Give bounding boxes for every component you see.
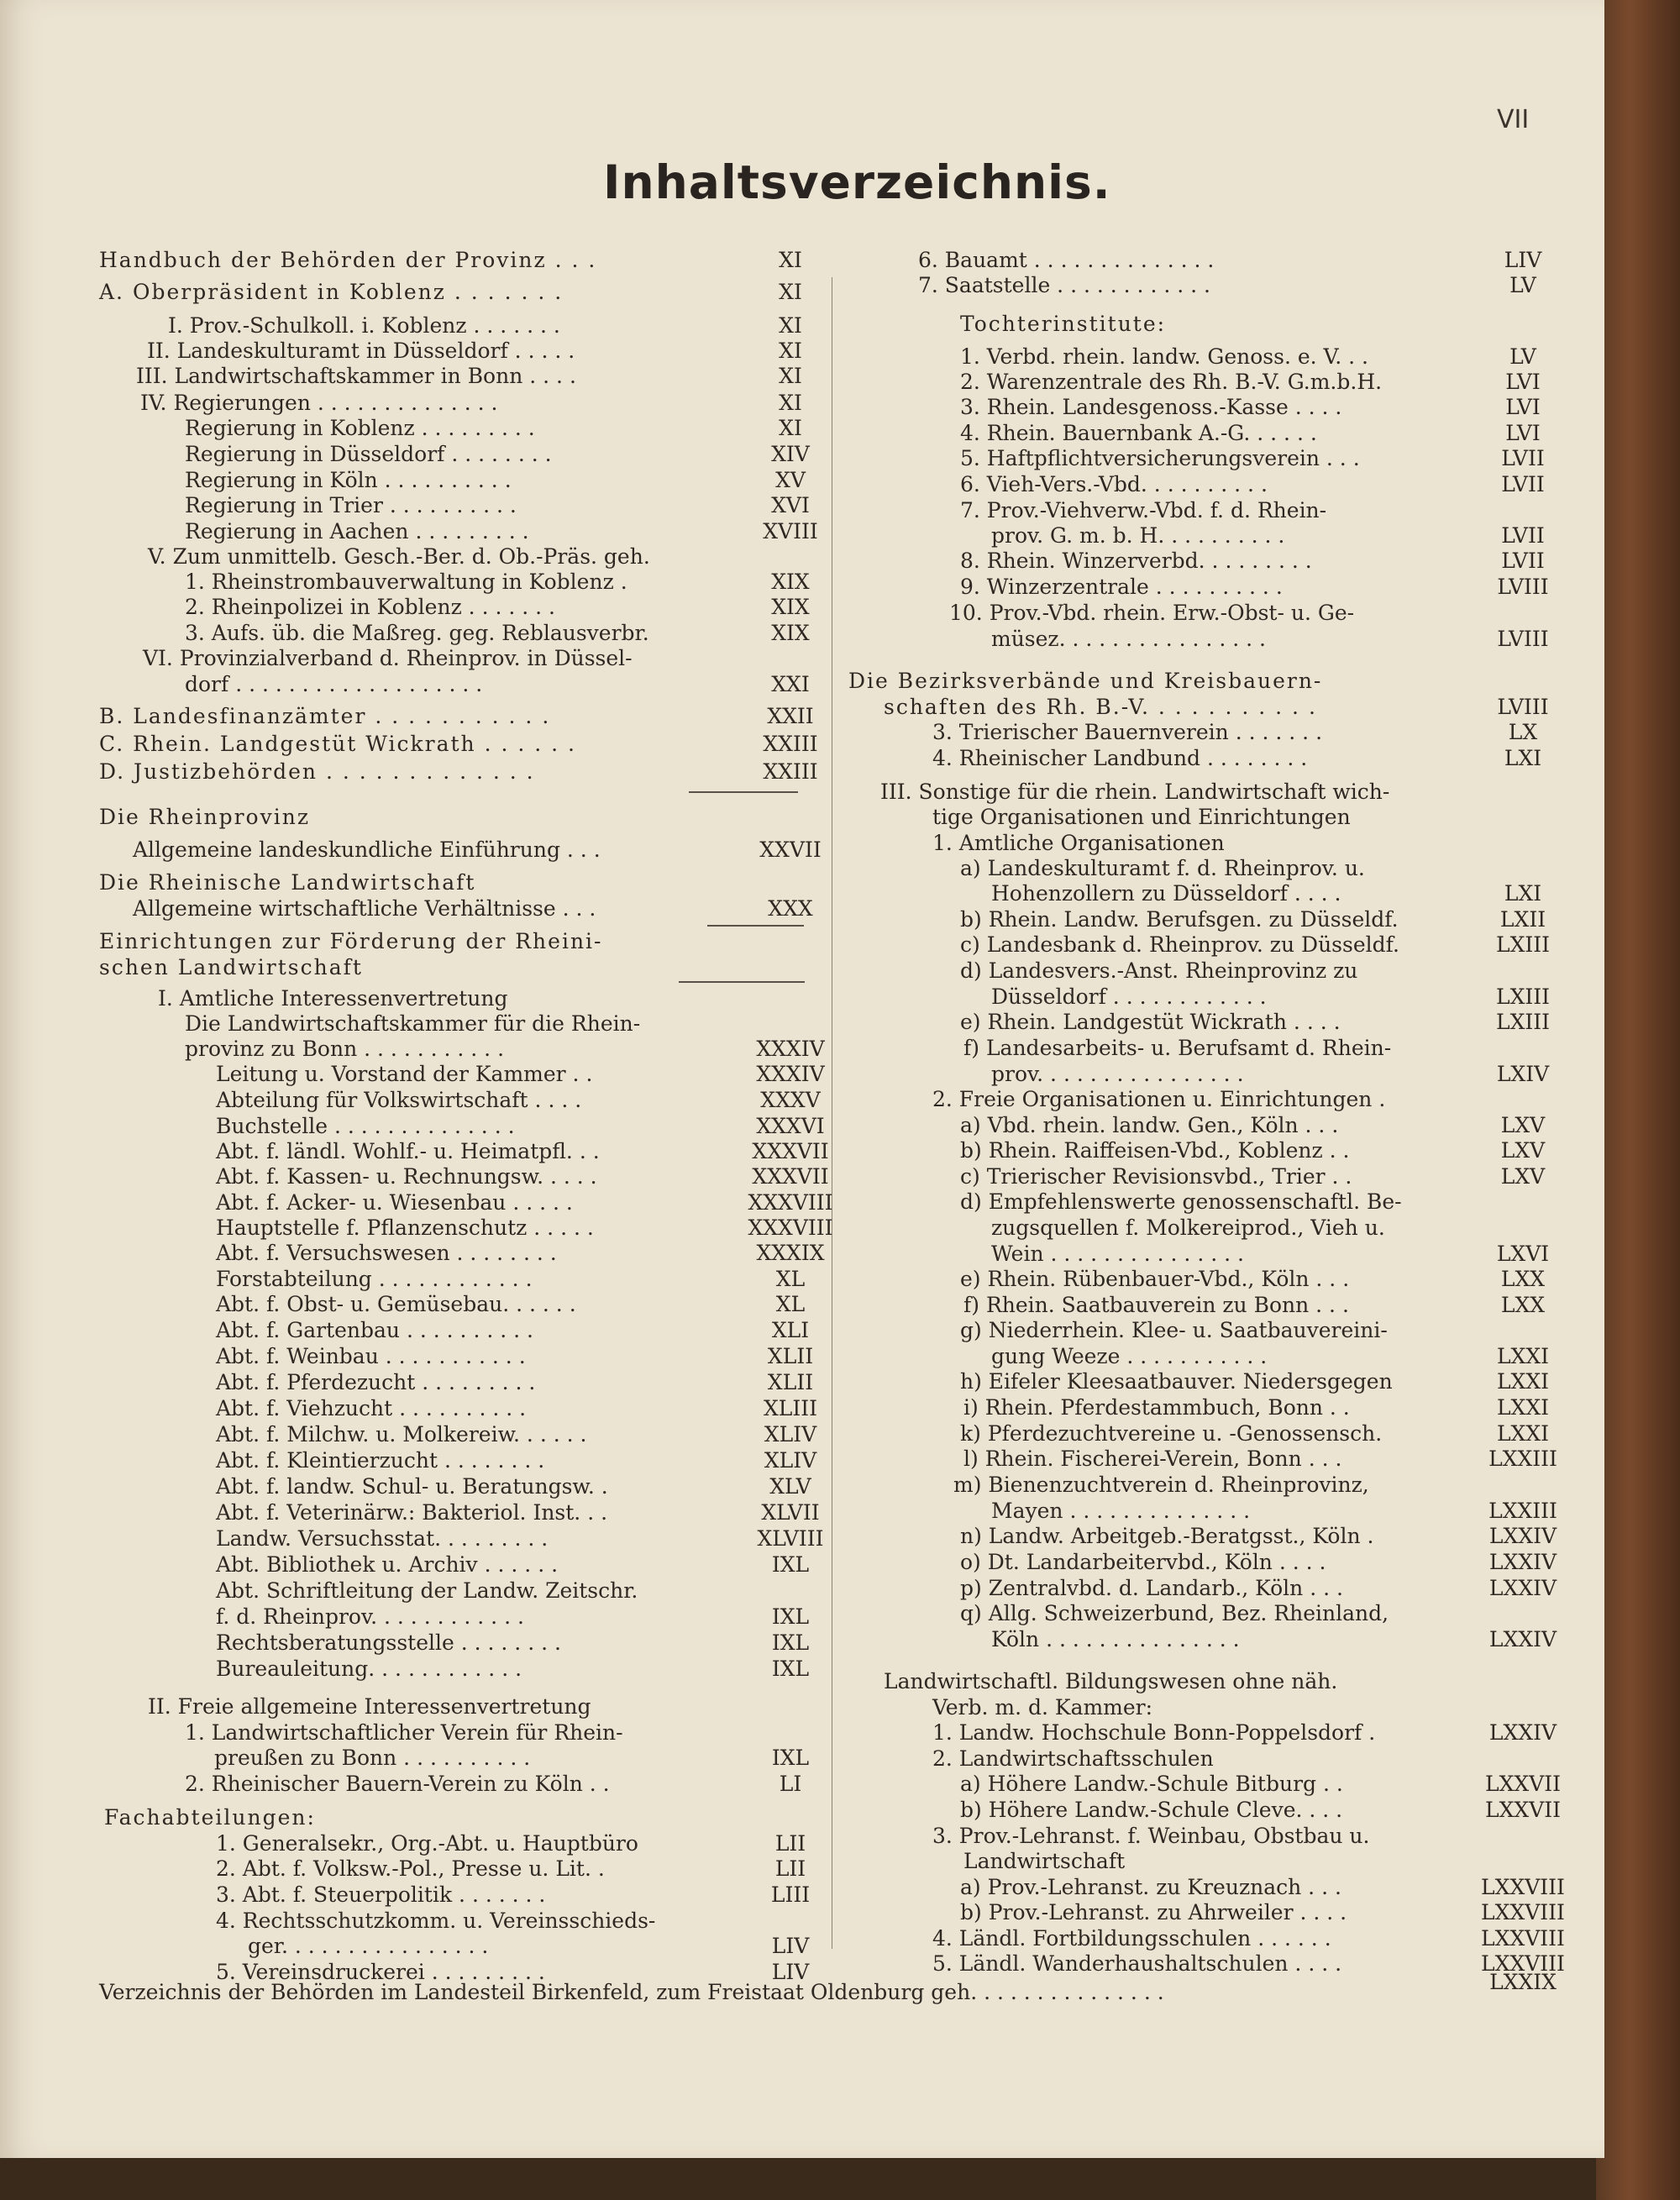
toc-page-number: LXXI — [1496, 1395, 1550, 1420]
toc-entry: Tochterinstitute: — [960, 312, 1167, 336]
toc-entry: 4. Rechtsschutzkomm. u. Vereinsschieds- — [216, 1909, 656, 1933]
toc-entry: dorf . . . . . . . . . . . . . . . . . . . — [185, 672, 483, 696]
toc-entry: Landwirtschaftl. Bildungswesen ohne näh. — [884, 1669, 1338, 1693]
toc-page-number: LXXI — [1496, 1369, 1550, 1394]
toc-entry: a) Landeskulturamt f. d. Rheinprov. u. — [960, 856, 1365, 880]
toc-footer-page: LXXIX — [1489, 1970, 1557, 1994]
toc-entry: Regierung in Trier . . . . . . . . . . — [185, 493, 517, 517]
toc-page-number: XI — [779, 339, 802, 363]
toc-page-number: XXXVII — [752, 1164, 829, 1189]
toc-page-number: LXXVII — [1484, 1772, 1561, 1796]
toc-entry: l) Rhein. Fischerei-Verein, Bonn . . . — [963, 1447, 1342, 1471]
toc-entry: 2. Rheinpolizei in Koblenz . . . . . . . — [185, 595, 555, 619]
toc-entry: Rechtsberatungsstelle . . . . . . . . — [216, 1630, 561, 1655]
toc-page-number: LIV — [1504, 248, 1542, 272]
toc-page-number: XLI — [771, 1318, 810, 1342]
section-rule — [689, 791, 798, 793]
toc-entry: Abt. f. ländl. Wohlf.- u. Heimatpfl. . . — [216, 1139, 600, 1163]
toc-entry: Abt. Schriftleitung der Landw. Zeitschr. — [216, 1578, 638, 1603]
toc-entry: Hauptstelle f. Pflanzenschutz . . . . . — [216, 1216, 594, 1240]
toc-entry: 6. Vieh-Vers.-Vbd. . . . . . . . . . — [960, 472, 1268, 496]
toc-page-number: LVIII — [1497, 627, 1549, 651]
toc-page-number: LXIV — [1496, 1062, 1550, 1086]
toc-entry: 8. Rhein. Winzerverbd. . . . . . . . . — [960, 549, 1312, 573]
toc-entry: 4. Ländl. Fortbildungsschulen . . . . . . — [932, 1926, 1331, 1951]
toc-page-number: XLII — [767, 1344, 814, 1368]
toc-entry: Abt. f. Gartenbau . . . . . . . . . . — [216, 1318, 533, 1342]
toc-entry: Regierung in Köln . . . . . . . . . . — [185, 468, 512, 492]
toc-page-number: LXXI — [1496, 1421, 1550, 1446]
toc-entry: a) Vbd. rhein. landw. Gen., Köln . . . — [960, 1113, 1339, 1137]
toc-entry: g) Niederrhein. Klee- u. Saatbauvereini- — [960, 1318, 1388, 1342]
toc-page-number: XIV — [771, 442, 810, 466]
toc-entry: Buchstelle . . . . . . . . . . . . . . — [216, 1114, 515, 1138]
toc-entry: Allgemeine landeskundliche Einführung . . . — [133, 837, 601, 862]
toc-page-number: XI — [779, 391, 802, 415]
toc-entry: schaften des Rh. B.-V. . . . . . . . . . . — [884, 695, 1317, 719]
toc-entry: Abteilung für Volkswirtschaft . . . . — [216, 1088, 582, 1112]
toc-entry: 3. Rhein. Landesgenoss.-Kasse . . . . — [960, 395, 1342, 419]
book-cover-edge — [1596, 0, 1680, 2200]
toc-entry: 1. Landw. Hochschule Bonn-Poppelsdorf . — [932, 1720, 1376, 1745]
toc-entry: h) Eifeler Kleesaatbauver. Niedersgegen — [960, 1369, 1393, 1394]
toc-entry: zugsquellen f. Molkereiprod., Vieh u. — [991, 1216, 1385, 1240]
toc-entry: e) Rhein. Landgestüt Wickrath . . . . — [960, 1010, 1341, 1034]
toc-page-number: XXIII — [763, 759, 818, 784]
toc-page-number: XIX — [771, 621, 810, 645]
toc-entry: Fachabteilungen: — [104, 1805, 316, 1830]
toc-entry: 7. Prov.-Viehverw.-Vbd. f. d. Rhein- — [960, 498, 1327, 522]
toc-entry: b) Prov.-Lehranst. zu Ahrweiler . . . . — [960, 1900, 1347, 1924]
toc-entry: Abt. f. Obst- u. Gemüsebau. . . . . . — [216, 1292, 576, 1316]
toc-page-number: LX — [1508, 720, 1538, 744]
toc-page-number: XLIV — [764, 1448, 817, 1473]
toc-entry: III. Landwirtschaftskammer in Bonn . . . . — [136, 364, 576, 388]
toc-page-number: LXXIV — [1488, 1627, 1557, 1651]
toc-page-number: LV — [1509, 344, 1536, 369]
toc-entry: Abt. f. landw. Schul- u. Beratungsw. . — [216, 1474, 608, 1499]
toc-page-number: XI — [779, 248, 802, 272]
toc-entry: d) Empfehlenswerte genossenschaftl. Be- — [960, 1189, 1402, 1214]
toc-page-number: LVI — [1505, 421, 1541, 445]
toc-page-number: XXXVI — [756, 1114, 825, 1138]
toc-entry: I. Prov.-Schulkoll. i. Koblenz . . . . . . . — [168, 313, 560, 338]
toc-entry: 9. Winzerzentrale . . . . . . . . . . — [960, 575, 1283, 599]
toc-entry: prov. . . . . . . . . . . . . . . . — [991, 1062, 1244, 1086]
toc-entry: f) Landesarbeits- u. Berufsamt d. Rhein- — [963, 1036, 1392, 1060]
toc-page-number: LVII — [1501, 549, 1545, 573]
toc-page-number: LII — [774, 1856, 806, 1881]
toc-entry: 3. Abt. f. Steuerpolitik . . . . . . . — [216, 1882, 546, 1907]
toc-entry: c) Trierischer Revisionsvbd., Trier . . — [960, 1164, 1352, 1189]
toc-entry: Köln . . . . . . . . . . . . . . . — [991, 1627, 1240, 1651]
toc-entry: i) Rhein. Pferdestammbuch, Bonn . . — [963, 1395, 1350, 1420]
toc-page-number: XXVII — [759, 837, 822, 862]
toc-page-number: LIII — [770, 1882, 811, 1907]
toc-entry: Wein . . . . . . . . . . . . . . . — [991, 1242, 1244, 1266]
toc-entry: D. Justizbehörden . . . . . . . . . . . . . — [99, 759, 535, 784]
toc-entry: 2. Landwirtschaftsschulen — [932, 1746, 1214, 1771]
toc-entry: 5. Haftpflichtversicherungsverein . . . — [960, 446, 1360, 470]
toc-page-number: XI — [779, 364, 802, 388]
toc-entry: Regierung in Düsseldorf . . . . . . . . — [185, 442, 552, 466]
toc-page-number: LIV — [771, 1960, 810, 1984]
toc-page-number: LVIII — [1497, 575, 1549, 599]
toc-entry: Abt. f. Weinbau . . . . . . . . . . . — [216, 1344, 526, 1368]
toc-entry: Bureauleitung. . . . . . . . . . . . — [216, 1657, 522, 1681]
toc-entry: Düsseldorf . . . . . . . . . . . . — [991, 984, 1267, 1009]
toc-page-number: XLVIII — [757, 1526, 824, 1551]
toc-entry: Abt. f. Milchw. u. Molkereiw. . . . . . — [216, 1422, 587, 1447]
toc-page-number: LXV — [1500, 1138, 1546, 1163]
toc-page-number: XL — [775, 1292, 806, 1316]
toc-entry: 1. Generalsekr., Org.-Abt. u. Hauptbüro — [216, 1831, 638, 1856]
toc-entry: I. Amtliche Interessenvertretung — [158, 986, 508, 1011]
toc-page-number: XXXVII — [752, 1139, 829, 1163]
toc-entry: Die Landwirtschaftskammer für die Rhein- — [185, 1011, 641, 1036]
toc-entry: Abt. f. Viehzucht . . . . . . . . . . — [216, 1396, 527, 1420]
toc-entry: Allgemeine wirtschaftliche Verhältnisse . . . — [133, 896, 596, 921]
toc-footer-entry — [99, 1980, 1164, 2005]
toc-page-number: XLIV — [764, 1422, 817, 1447]
toc-page-number: LXV — [1500, 1164, 1546, 1189]
toc-page-number: XI — [779, 313, 802, 338]
toc-page-number: IXL — [771, 1746, 810, 1770]
toc-entry: 2. Rheinischer Bauern-Verein zu Köln . . — [185, 1772, 610, 1796]
toc-entry: VI. Provinzialverband d. Rheinprov. in Düssel- — [143, 646, 633, 670]
toc-page-number: LII — [774, 1831, 806, 1856]
toc-entry: A. Oberpräsident in Koblenz . . . . . . . — [99, 280, 564, 304]
toc-page-number: LXIII — [1495, 1010, 1551, 1034]
toc-entry: Verb. m. d. Kammer: — [932, 1695, 1153, 1720]
toc-entry: IV. Regierungen . . . . . . . . . . . . . . — [140, 391, 498, 415]
toc-page-number: IXL — [771, 1604, 810, 1629]
toc-entry: provinz zu Bonn . . . . . . . . . . . — [185, 1037, 505, 1061]
toc-page-number: LXXVIII — [1481, 1951, 1565, 1976]
toc-page-number: LVII — [1501, 523, 1545, 548]
toc-entry: c) Landesbank d. Rheinprov. zu Düsseldf. — [960, 932, 1399, 957]
toc-entry: Abt. f. Versuchswesen . . . . . . . . — [216, 1241, 557, 1265]
toc-entry: II. Landeskulturamt in Düsseldorf . . . . . — [147, 339, 575, 363]
toc-entry: 1. Amtliche Organisationen — [932, 831, 1225, 855]
section-rule — [707, 925, 804, 927]
toc-entry: Leitung u. Vorstand der Kammer . . — [216, 1062, 593, 1086]
toc-entry: Abt. f. Kassen- u. Rechnungsw. . . . . — [216, 1164, 597, 1189]
page-number: VII — [1497, 105, 1530, 134]
toc-page-number: LXVI — [1496, 1242, 1550, 1266]
toc-entry: II. Freie allgemeine Interessenvertretung — [148, 1694, 591, 1719]
toc-page-number: LXXVIII — [1481, 1900, 1565, 1924]
toc-entry: prov. G. m. b. H. . . . . . . . . . — [991, 523, 1285, 548]
toc-entry: III. Sonstige für die rhein. Landwirtschaft wich- — [880, 780, 1390, 804]
toc-entry: 3. Aufs. üb. die Maßreg. geg. Reblausverbr. — [185, 621, 649, 645]
toc-page-number: LVII — [1501, 446, 1545, 470]
page-title: Inhaltsverzeichnis. — [603, 155, 1111, 209]
toc-page-number: LI — [779, 1772, 802, 1796]
toc-entry: B. Landesfinanzämter . . . . . . . . . . . — [99, 704, 551, 728]
toc-entry: tige Organisationen und Einrichtungen — [932, 805, 1351, 829]
toc-page-number: XXXV — [760, 1088, 821, 1112]
toc-page-number: LXXIV — [1488, 1720, 1557, 1745]
toc-entry: gung Weeze . . . . . . . . . . . — [991, 1344, 1268, 1368]
toc-entry: Abt. f. Pferdezucht . . . . . . . . . — [216, 1370, 536, 1394]
toc-page-number: XI — [779, 280, 802, 304]
toc-entry: V. Zum unmittelb. Gesch.-Ber. d. Ob.-Präs. geh. — [148, 544, 650, 569]
toc-entry: Handbuch der Behörden der Provinz . . . — [99, 248, 597, 272]
toc-page-number: XI — [779, 416, 802, 440]
toc-entry: Die Rheinische Landwirtschaft — [99, 870, 476, 895]
toc-page-number: IXL — [771, 1552, 810, 1577]
toc-entry: 1. Landwirtschaftlicher Verein für Rhein- — [185, 1720, 623, 1745]
toc-page-number: LVII — [1501, 472, 1545, 496]
toc-page-number: LXIII — [1495, 984, 1551, 1009]
toc-entry: f) Rhein. Saatbauverein zu Bonn . . . — [963, 1293, 1349, 1317]
toc-page-number: XXX — [768, 896, 813, 921]
toc-entry: Mayen . . . . . . . . . . . . . . — [991, 1499, 1251, 1523]
toc-page-number: LXV — [1500, 1113, 1546, 1137]
toc-page-number: XLVII — [761, 1500, 820, 1525]
toc-entry: 6. Bauamt . . . . . . . . . . . . . . — [918, 248, 1215, 272]
toc-entry: 3. Trierischer Bauernverein . . . . . . . — [932, 720, 1323, 744]
toc-entry: ger. . . . . . . . . . . . . . . . — [248, 1934, 489, 1958]
toc-entry: müsez. . . . . . . . . . . . . . . . — [991, 627, 1266, 651]
toc-page-number: LXII — [1499, 907, 1546, 932]
toc-entry: 1. Verbd. rhein. landw. Genoss. e. V. . . — [960, 344, 1368, 369]
toc-page-number: LXXIV — [1488, 1550, 1557, 1574]
toc-entry: a) Prov.-Lehranst. zu Kreuznach . . . — [960, 1875, 1341, 1899]
toc-page-number: XLII — [767, 1370, 814, 1394]
toc-entry: p) Zentralvbd. d. Landarb., Köln . . . — [960, 1576, 1343, 1600]
toc-entry: 5. Vereinsdruckerei . . . . . . . . . — [216, 1960, 545, 1984]
toc-page-number: LIV — [771, 1934, 810, 1958]
toc-page-number: XXII — [767, 704, 814, 728]
toc-page-number: XLV — [769, 1474, 811, 1499]
toc-entry: Abt. f. Veterinärw.: Bakteriol. Inst. . . — [216, 1500, 608, 1525]
toc-page-number: LVIII — [1497, 695, 1549, 719]
toc-page-number: XXXIV — [756, 1037, 825, 1061]
toc-footer-text: Verzeichnis der Behörden im Landesteil Birkenfeld, zum Freistaat Oldenburg geh. . . . . . . . . . . . . . . — [99, 1980, 1164, 2004]
toc-page-number: XXXVIII — [748, 1190, 833, 1215]
toc-page-number: LXXIII — [1488, 1447, 1557, 1471]
toc-entry: Regierung in Aachen . . . . . . . . . — [185, 519, 529, 543]
toc-page-number: LXXIV — [1488, 1576, 1557, 1600]
toc-page-number: LVI — [1505, 395, 1541, 419]
toc-page-number: LV — [1509, 273, 1536, 297]
toc-entry: m) Bienenzuchtverein d. Rheinprovinz, — [953, 1473, 1369, 1497]
toc-page-number: XIX — [771, 570, 810, 594]
toc-entry: Abt. f. Kleintierzucht . . . . . . . . — [216, 1448, 545, 1473]
toc-entry: Forstabteilung . . . . . . . . . . . . — [216, 1267, 533, 1291]
toc-entry: b) Höhere Landw.-Schule Cleve. . . . — [960, 1798, 1343, 1822]
toc-page-number: XXI — [771, 672, 810, 696]
toc-entry: Abt. f. Acker- u. Wiesenbau . . . . . — [216, 1190, 573, 1215]
toc-entry: 5. Ländl. Wanderhaushaltschulen . . . . — [932, 1951, 1342, 1976]
toc-page-number: XXXIV — [756, 1062, 825, 1086]
toc-entry: a) Höhere Landw.-Schule Bitburg . . — [960, 1772, 1343, 1796]
toc-entry: n) Landw. Arbeitgeb.-Beratgsst., Köln . — [960, 1524, 1374, 1548]
toc-page-number: LXXVII — [1484, 1798, 1561, 1822]
toc-page-number: LXXIV — [1488, 1524, 1557, 1548]
toc-entry: Die Bezirksverbände und Kreisbauern- — [848, 669, 1323, 693]
toc-entry: b) Rhein. Raiffeisen-Vbd., Koblenz . . — [960, 1138, 1350, 1163]
toc-entry: o) Dt. Landarbeitervbd., Köln . . . . — [960, 1550, 1326, 1574]
toc-entry: Abt. Bibliothek u. Archiv . . . . . . — [216, 1552, 559, 1577]
toc-entry: 4. Rhein. Bauernbank A.-G. . . . . . — [960, 421, 1317, 445]
toc-page-number: LXIII — [1495, 932, 1551, 957]
toc-entry: Hohenzollern zu Düsseldorf . . . . — [991, 881, 1341, 906]
toc-page-number: LXX — [1500, 1267, 1546, 1291]
toc-page-number: LXI — [1504, 881, 1542, 906]
toc-page-number: IXL — [771, 1657, 810, 1681]
toc-page-number: XVIII — [763, 519, 818, 543]
toc-entry: 10. Prov.-Vbd. rhein. Erw.-Obst- u. Ge- — [949, 601, 1355, 625]
toc-page-number: LXXVIII — [1481, 1926, 1565, 1951]
toc-entry: 1. Rheinstrombauverwaltung in Koblenz . — [185, 570, 627, 594]
toc-entry: 2. Abt. f. Volksw.-Pol., Presse u. Lit. . — [216, 1856, 605, 1881]
toc-entry: e) Rhein. Rübenbauer-Vbd., Köln . . . — [960, 1267, 1350, 1291]
section-rule — [679, 981, 805, 983]
toc-page-number: XIX — [771, 595, 810, 619]
toc-entry: 7. Saatstelle . . . . . . . . . . . . — [918, 273, 1210, 297]
toc-page-number: XL — [775, 1267, 806, 1291]
toc-page-number: XXIII — [763, 732, 818, 756]
toc-entry: Regierung in Koblenz . . . . . . . . . — [185, 416, 535, 440]
toc-page-number: XXXVIII — [748, 1216, 833, 1240]
toc-page-number: XVI — [771, 493, 810, 517]
toc-page-number: IXL — [771, 1630, 810, 1655]
toc-entry: 2. Warenzentrale des Rh. B.-V. G.m.b.H. — [960, 370, 1383, 394]
toc-entry: k) Pferdezuchtvereine u. -Genossensch. — [960, 1421, 1383, 1446]
toc-entry: C. Rhein. Landgestüt Wickrath . . . . . . — [99, 732, 576, 756]
toc-entry: d) Landesvers.-Anst. Rheinprovinz zu — [960, 958, 1358, 983]
toc-page-number: LXX — [1500, 1293, 1546, 1317]
toc-page-number: LXI — [1504, 746, 1542, 770]
toc-entry: Landwirtschaft — [963, 1849, 1126, 1873]
toc-page-number: XXXIX — [756, 1241, 825, 1265]
toc-entry: schen Landwirtschaft — [99, 955, 363, 979]
toc-entry: f. d. Rheinprov. . . . . . . . . . . . — [216, 1604, 524, 1629]
toc-entry: Landw. Versuchsstat. . . . . . . . . — [216, 1526, 549, 1551]
toc-entry: b) Rhein. Landw. Berufsgen. zu Düsseldf. — [960, 907, 1399, 932]
toc-entry: preußen zu Bonn . . . . . . . . . . — [214, 1746, 531, 1770]
toc-page-number: LXXIII — [1488, 1499, 1557, 1523]
toc-page-number: LXXI — [1496, 1344, 1550, 1368]
toc-entry: 2. Freie Organisationen u. Einrichtungen . — [932, 1087, 1386, 1111]
toc-page-number: XLIII — [763, 1396, 818, 1420]
toc-entry: Einrichtungen zur Förderung der Rheini- — [99, 929, 603, 953]
toc-entry: Die Rheinprovinz — [99, 805, 310, 829]
toc-page-number: XV — [775, 468, 806, 492]
toc-entry: q) Allg. Schweizerbund, Bez. Rheinland, — [960, 1601, 1389, 1625]
toc-entry: 4. Rheinischer Landbund . . . . . . . . — [932, 746, 1308, 770]
toc-entry: 3. Prov.-Lehranst. f. Weinbau, Obstbau u. — [932, 1824, 1370, 1848]
toc-page-number: LVI — [1505, 370, 1541, 394]
toc-page-number: LXXVIII — [1481, 1875, 1565, 1899]
